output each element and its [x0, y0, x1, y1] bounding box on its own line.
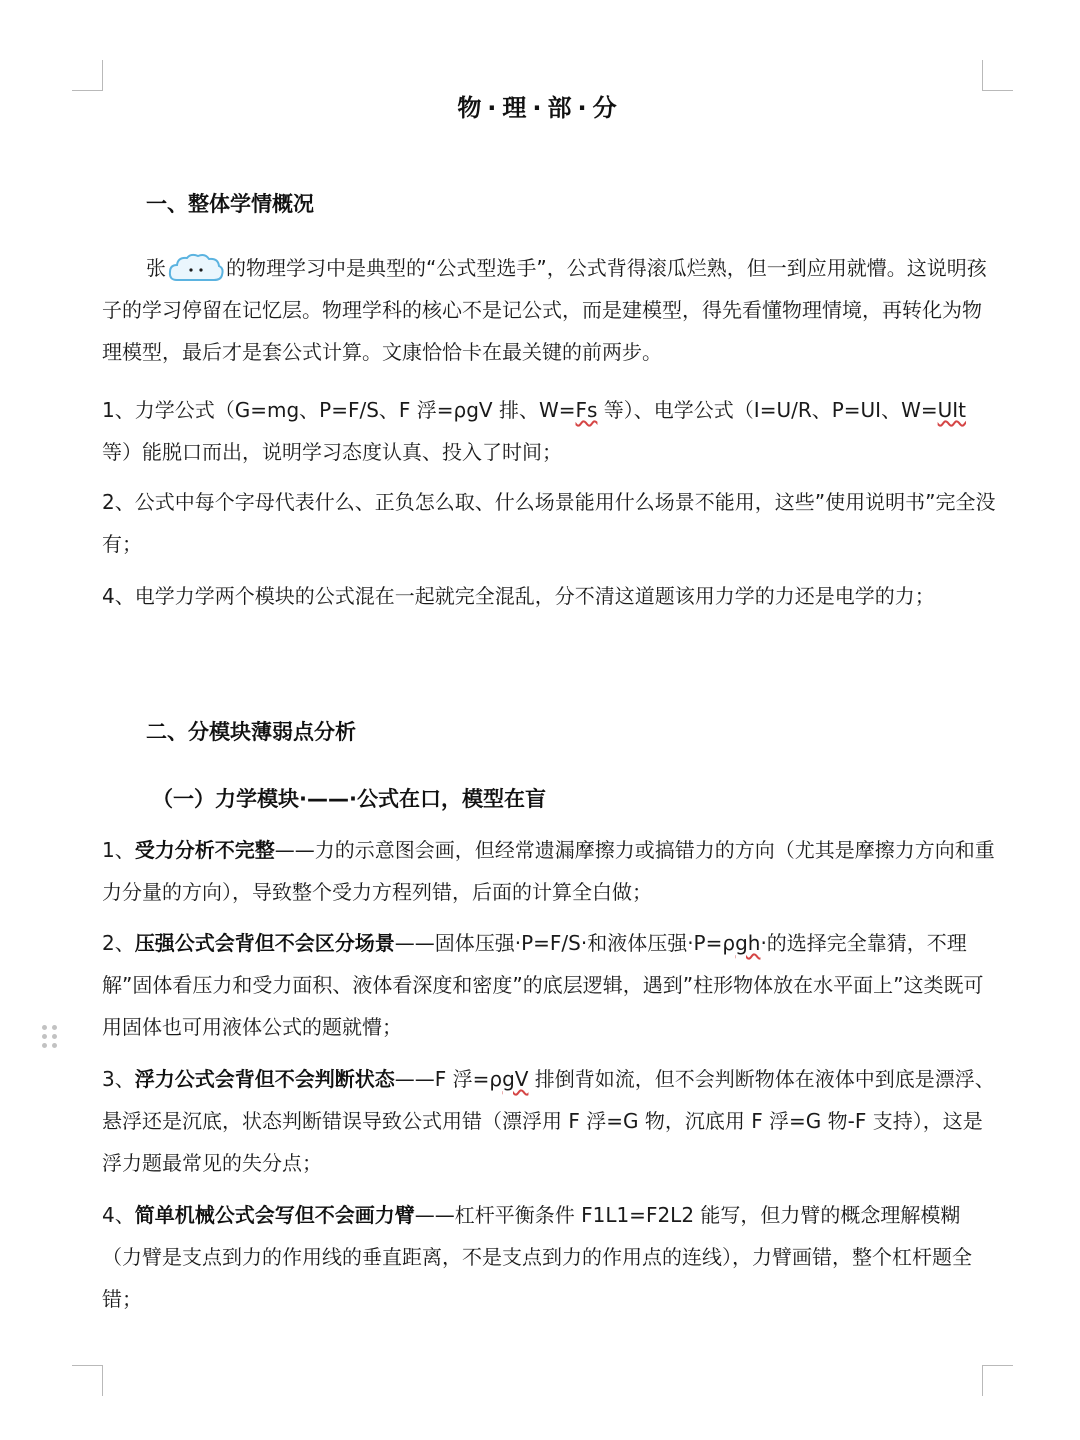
- list-item: 4、简单机械公式会写但不会画力臂——杠杆平衡条件 F1L1=F2L2 能写，但力臂的概念理解模糊（力臂是支点到力的作用线的垂直距离，不是支点到力的作用点的连线），力臂画错，整个杠杆题全错；: [102, 1203, 972, 1311]
- list-item: 2、压强公式会背但不会区分场景——固体压强·P=F/S·和液体压强·P=ρgh·的选择完全靠猜，不理解”固体看压力和受力面积、液体看深度和密度”的底层逻辑，遇到”柱形物体放在水平面上”这类既可用固体也可用液体公式的题就懵；: [102, 931, 984, 1039]
- list-item: 4、电学力学两个模块的公式混在一起就完全混乱，分不清这道题该用力学的力还是电学的力；: [102, 584, 935, 608]
- subheading-mechanics-module: （一）力学模块·——·公式在口，模型在盲: [152, 787, 546, 811]
- page-corner-mark-bottom-left: [72, 1365, 103, 1396]
- overview-paragraph: 张 的物理学习中是典型的“公式型选手”，公式背得滚瓜烂熟，但一到应用就懵。这说明孩子的学习停留在记忆层。物理学科的核心不是记公式，而是建模型，得先看懂物理情境，再转化为物理模型，最后才是套公式计算。文康恰恰卡在最关键的前两步。: [102, 247, 997, 373]
- page-corner-mark-top-left: [72, 60, 103, 91]
- section-heading-module-analysis: 二、分模块薄弱点分析: [146, 720, 356, 744]
- page-title: 物·理·部·分: [457, 94, 623, 122]
- list-item: 2、公式中每个字母代表什么、正负怎么取、什么场景能用什么场景不能用，这些”使用说明书”完全没有；: [102, 490, 996, 556]
- drag-handle-icon[interactable]: [42, 1025, 58, 1051]
- list-item: 1、受力分析不完整——力的示意图会画，但经常遗漏摩擦力或搞错力的方向（尤其是摩擦力方向和重力分量的方向），导致整个受力方程列错，后面的计算全白做；: [102, 838, 995, 904]
- cloud-sticker-icon: [167, 253, 225, 283]
- list-item: 3、浮力公式会背但不会判断状态——F 浮=ρgV 排倒背如流，但不会判断物体在液体中到底是漂浮、悬浮还是沉底，状态判断错误导致公式用错（漂浮用 F 浮=G 物，沉底用 F 浮=G 物-F 支持），这是浮力题最常见的失分点；: [102, 1067, 995, 1175]
- list-item: 1、力学公式（G=mg、P=F/S、F 浮=ρgV 排、W=Fs 等）、电学公式（I=U/R、P=UI、W=UIt 等）能脱口而出，说明学习态度认真、投入了时间；: [102, 398, 967, 464]
- page-corner-mark-bottom-right: [982, 1365, 1013, 1396]
- page-corner-mark-top-right: [982, 60, 1013, 91]
- section-heading-overview: 一、整体学情概况: [146, 192, 314, 216]
